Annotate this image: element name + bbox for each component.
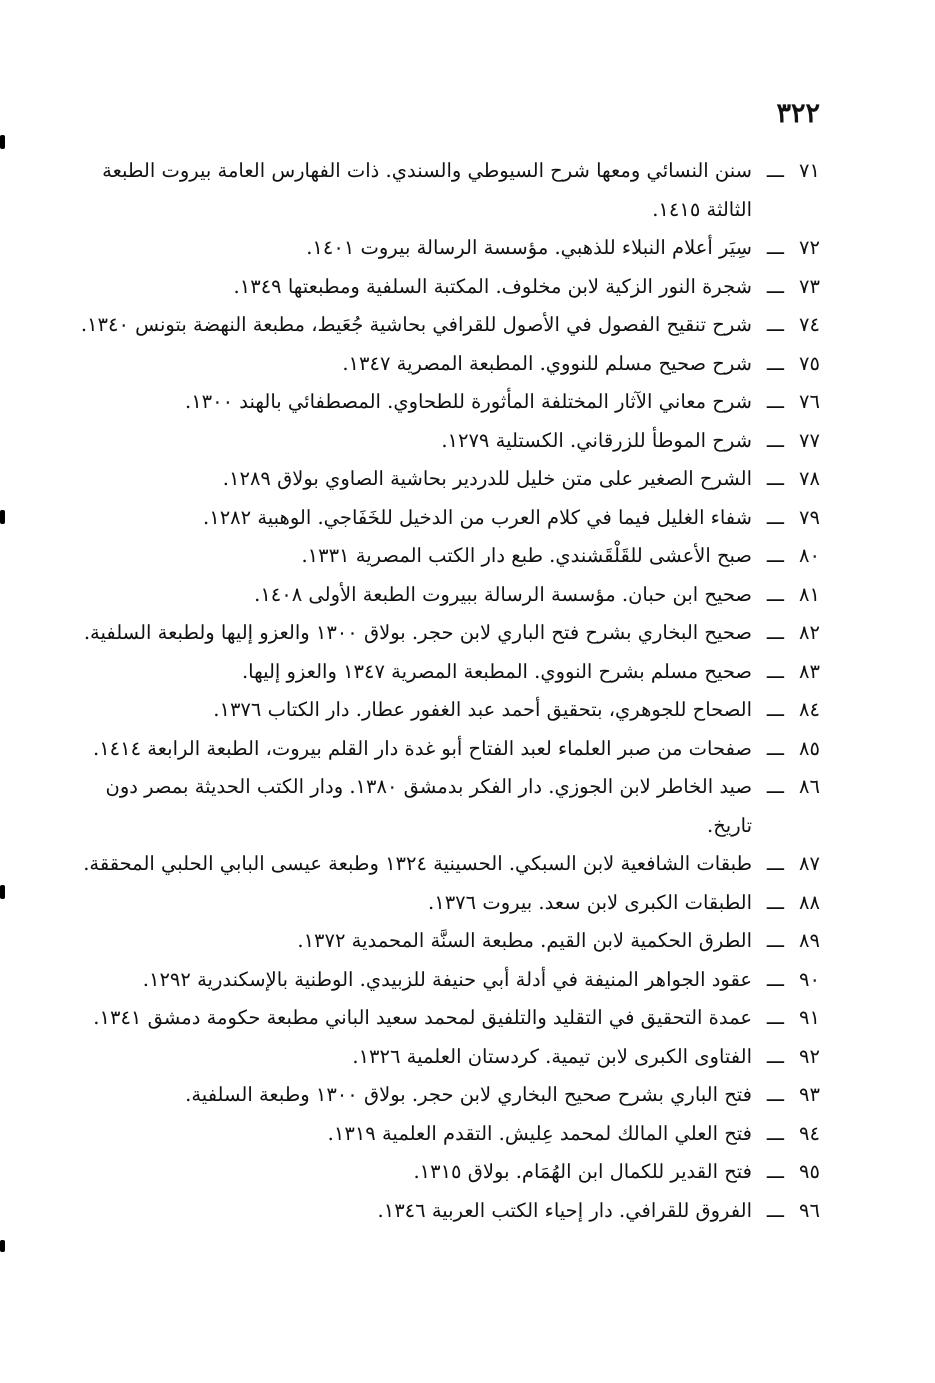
entry-dash: ـــ bbox=[766, 1160, 784, 1183]
entry-dash: ـــ bbox=[766, 1198, 784, 1222]
entry-dash: ـــ bbox=[766, 736, 784, 760]
bibliography-entry bbox=[65, 653, 820, 692]
bibliography-entry bbox=[65, 152, 820, 229]
entry-text: فتح الباري بشرح صحيح البخاري لابن حجر. بولاق ١٣٠٠ وطبعة السلفية. bbox=[185, 1083, 752, 1106]
entry-text: شجرة النور الزكية لابن مخلوف. المكتبة السلفية ومطبعتها ١٣٤٩. bbox=[233, 274, 752, 298]
entry-number: ٩٠ bbox=[799, 967, 820, 991]
bibliography-entry bbox=[65, 691, 820, 730]
entry-dash: ـــ bbox=[766, 1083, 784, 1106]
page-number: ٣٢٢ bbox=[776, 98, 820, 129]
bibliography-entry bbox=[65, 460, 820, 499]
entry-text: عقود الجواهر المنيفة في أدلة أبي حنيفة للزبيدي. الوطنية بالإسكندرية ١٢٩٢. bbox=[142, 967, 752, 991]
bibliography-entry bbox=[65, 306, 820, 345]
entry-number: ٩٤ bbox=[799, 1121, 820, 1145]
entry-number: ٨٧ bbox=[799, 852, 820, 875]
entry-number: ٨١ bbox=[799, 582, 820, 606]
scan-edge-mark bbox=[0, 885, 5, 899]
bibliography-entry bbox=[65, 576, 820, 615]
entry-text: الفتاوى الكبرى لابن تيمية. كردستان العلمية ١٣٢٦. bbox=[352, 1044, 752, 1068]
entry-number: ٧٦ bbox=[799, 390, 820, 413]
bibliography-entry bbox=[65, 1038, 820, 1077]
entry-dash: ـــ bbox=[766, 505, 784, 529]
bibliography-entry bbox=[65, 961, 820, 1000]
entry-text: صبح الأعشى للقَلْقَشندي. طبع دار الكتب المصرية ١٣٣١. bbox=[301, 544, 752, 567]
entry-dash: ـــ bbox=[766, 698, 784, 721]
entry-number: ٨٩ bbox=[799, 929, 820, 952]
scan-edge-mark bbox=[0, 1240, 5, 1252]
entry-number: ٩٥ bbox=[799, 1160, 820, 1183]
entry-text: الصحاح للجوهري، بتحقيق أحمد عبد الغفور عطار. دار الكتاب ١٣٧٦. bbox=[213, 698, 752, 721]
bibliography-list bbox=[65, 152, 820, 1230]
entry-number: ٧٩ bbox=[799, 505, 820, 529]
entry-dash: ـــ bbox=[766, 159, 784, 182]
bibliography-entry bbox=[65, 422, 820, 461]
entry-dash: ـــ bbox=[766, 1121, 784, 1145]
bibliography-entry bbox=[65, 1076, 820, 1115]
entry-dash: ـــ bbox=[766, 390, 784, 413]
entry-number: ٧٣ bbox=[799, 274, 820, 298]
bibliography-entry bbox=[65, 268, 820, 307]
entry-text: الطرق الحكمية لابن القيم. مطبعة السنَّة المحمدية ١٣٧٢. bbox=[297, 929, 752, 952]
entry-text: شفاء الغليل فيما في كلام العرب من الدخيل للخَفَاجي. الوهبية ١٢٨٢. bbox=[203, 505, 752, 529]
entry-text: شرح تنقيح الفصول في الأصول للقرافي بحاشية جُعَيط، مطبعة النهضة بتونس ١٣٤٠. bbox=[80, 313, 752, 336]
bibliography-entry bbox=[65, 922, 820, 961]
bibliography-entry bbox=[65, 614, 820, 653]
entry-text: شرح الموطأ للزرقاني. الكستلية ١٢٧٩. bbox=[441, 428, 752, 452]
entry-dash: ـــ bbox=[766, 236, 784, 259]
entry-dash: ـــ bbox=[766, 467, 784, 490]
bibliography-entry bbox=[65, 999, 820, 1038]
entry-dash: ـــ bbox=[766, 428, 784, 452]
entry-dash: ـــ bbox=[766, 929, 784, 952]
entry-number: ٨٥ bbox=[799, 736, 820, 760]
entry-number: ٧١ bbox=[799, 159, 820, 182]
entry-text: عمدة التحقيق في التقليد والتلفيق لمحمد سعيد الباني مطبعة حكومة دمشق ١٣٤١. bbox=[93, 1006, 752, 1029]
scan-edge-mark bbox=[0, 510, 5, 524]
entry-dash: ـــ bbox=[766, 1006, 784, 1029]
bibliography-entry bbox=[65, 383, 820, 422]
entry-dash: ـــ bbox=[766, 313, 784, 336]
bibliography-entry bbox=[65, 1115, 820, 1154]
entry-number: ٩٢ bbox=[799, 1044, 820, 1068]
entry-dash: ـــ bbox=[766, 659, 784, 683]
entry-number: ٧٢ bbox=[799, 236, 820, 259]
entry-text: الطبقات الكبرى لابن سعد. بيروت ١٣٧٦. bbox=[428, 890, 752, 914]
entry-dash: ـــ bbox=[766, 582, 784, 606]
bibliography-entry bbox=[65, 845, 820, 884]
entry-text: فتح القدير للكمال ابن الهُمَام. بولاق ١٣١٥. bbox=[413, 1160, 752, 1183]
entry-dash: ـــ bbox=[766, 890, 784, 914]
bibliography-entry bbox=[65, 229, 820, 268]
bibliography-entry bbox=[65, 537, 820, 576]
entry-text: صحيح ابن حبان. مؤسسة الرسالة ببيروت الطبعة الأولى ١٤٠٨. bbox=[254, 582, 752, 606]
entry-number: ٨٤ bbox=[799, 698, 820, 721]
entry-text: صحيح مسلم بشرح النووي. المطبعة المصرية ١٣٤٧ والعزو إليها. bbox=[241, 659, 752, 683]
entry-text: صفحات من صبر العلماء لعبد الفتاح أبو غدة دار القلم بيروت، الطبعة الرابعة ١٤١٤. bbox=[92, 736, 752, 760]
entry-number: ٩٣ bbox=[799, 1083, 820, 1106]
entry-dash: ـــ bbox=[766, 544, 784, 567]
entry-dash: ـــ bbox=[766, 852, 784, 875]
entry-number: ٨٨ bbox=[799, 890, 820, 914]
entry-text: صيد الخاطر لابن الجوزي. دار الفكر بدمشق ١٣٨٠. ودار الكتب الحديثة بمصر دون تاريخ. bbox=[105, 775, 752, 837]
scan-edge-mark bbox=[0, 135, 5, 149]
entry-text: شرح صحيح مسلم للنووي. المطبعة المصرية ١٣٤٧. bbox=[342, 351, 752, 375]
bibliography-entry bbox=[65, 884, 820, 923]
entry-number: ٩١ bbox=[799, 1006, 820, 1029]
entry-dash: ـــ bbox=[766, 274, 784, 298]
entry-number: ٨٦ bbox=[799, 775, 820, 798]
entry-text: شرح معاني الآثار المختلفة المأثورة للطحاوي. المصطفائي بالهند ١٣٠٠. bbox=[184, 390, 752, 413]
bibliography-entry bbox=[65, 499, 820, 538]
entry-number: ٧٤ bbox=[799, 313, 820, 336]
entry-number: ٨٣ bbox=[799, 659, 820, 683]
bibliography-entry bbox=[65, 730, 820, 769]
entry-dash: ـــ bbox=[766, 351, 784, 375]
entry-text: سنن النسائي ومعها شرح السيوطي والسندي. ذات الفهارس العامة بيروت الطبعة الثالثة ١٤١٥. bbox=[102, 159, 752, 221]
entry-dash: ـــ bbox=[766, 621, 784, 644]
entry-number: ٩٦ bbox=[799, 1198, 820, 1222]
entry-dash: ـــ bbox=[766, 775, 784, 798]
entry-text: الشرح الصغير على متن خليل للدردير بحاشية الصاوي بولاق ١٢٨٩. bbox=[222, 467, 752, 490]
entry-dash: ـــ bbox=[766, 1044, 784, 1068]
bibliography-entry bbox=[65, 1153, 820, 1192]
entry-text: سِيَر أعلام النبلاء للذهبي. مؤسسة الرسالة بيروت ١٤٠١. bbox=[306, 236, 752, 259]
entry-text: فتح العلي المالك لمحمد عِليش. التقدم العلمية ١٣١٩. bbox=[327, 1121, 752, 1145]
bibliography-entry bbox=[65, 345, 820, 384]
entry-text: صحيح البخاري بشرح فتح الباري لابن حجر. بولاق ١٣٠٠ والعزو إليها ولطبعة السلفية. bbox=[83, 621, 752, 644]
entry-number: ٨٢ bbox=[799, 621, 820, 644]
bibliography-entry bbox=[65, 1192, 820, 1231]
entry-text: الفروق للقرافي. دار إحياء الكتب العربية ١٣٤٦. bbox=[377, 1198, 752, 1222]
entry-number: ٧٥ bbox=[799, 351, 820, 375]
entry-number: ٧٧ bbox=[799, 428, 820, 452]
entry-number: ٨٠ bbox=[799, 544, 820, 567]
entry-text: طبقات الشافعية لابن السبكي. الحسينية ١٣٢٤ وطبعة عيسى البابي الحلبي المحققة. bbox=[83, 852, 752, 875]
bibliography-entry bbox=[65, 768, 820, 845]
entry-dash: ـــ bbox=[766, 967, 784, 991]
entry-number: ٧٨ bbox=[799, 467, 820, 490]
